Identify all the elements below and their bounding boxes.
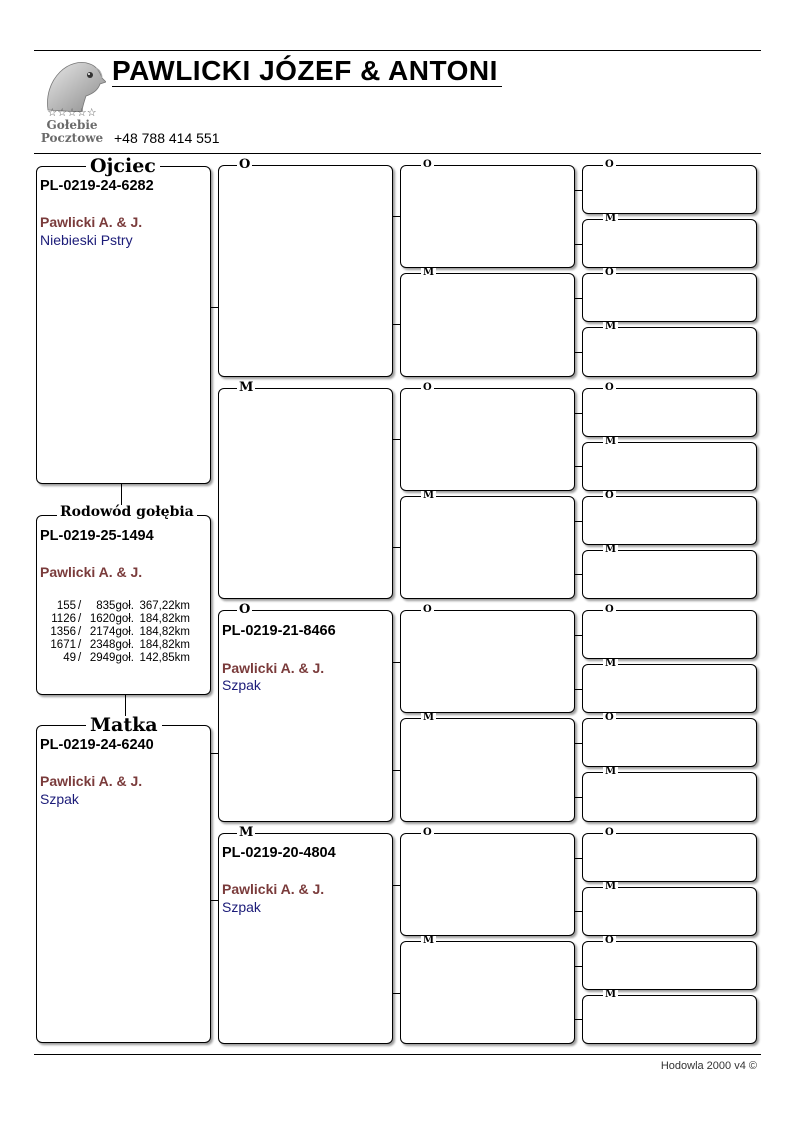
father-color: Niebieski Pstry: [40, 232, 133, 248]
result-sep: /: [78, 626, 82, 638]
gen4-label: O: [605, 827, 614, 838]
header-bottom-rule: [34, 153, 761, 154]
result-place: 1671: [50, 639, 76, 651]
gen4-box: [582, 550, 757, 599]
result-distance: 142,85km: [139, 652, 190, 664]
pigeon-head-icon: [40, 56, 106, 112]
pigeon-owner: Pawlicki A. & J.: [40, 564, 143, 580]
gen3-box: [400, 833, 575, 936]
connector: [575, 244, 582, 245]
result-sep: /: [78, 613, 82, 625]
gen4-box: [582, 887, 757, 936]
connector: [575, 911, 582, 912]
pigeon-ring: PL-0219-25-1494: [40, 528, 154, 544]
logo-text-line2: Pocztowe: [40, 131, 104, 145]
gen3-label: O: [423, 604, 432, 615]
breeder-title: PAWLICKI JÓZEF & ANTONI: [112, 55, 498, 86]
mother-mother-color: Szpak: [222, 899, 261, 915]
connector: [393, 547, 400, 548]
result-place: 1356: [50, 626, 76, 638]
mother-father-ring: PL-0219-21-8466: [222, 623, 336, 639]
gen4-box: [582, 496, 757, 545]
footer-rule: [34, 1054, 761, 1055]
gen3-label: O: [423, 159, 432, 170]
gen4-box: [582, 772, 757, 822]
gen3-box: [400, 496, 575, 599]
gen4-box: [582, 327, 757, 377]
gen4-label: O: [605, 267, 614, 278]
connector: [575, 1019, 582, 1020]
gen4-label: O: [605, 604, 614, 615]
gen4-box: [582, 219, 757, 268]
gen3-label: M: [423, 935, 435, 946]
connector: [211, 900, 218, 901]
gen3-label: M: [423, 490, 435, 501]
connector: [393, 662, 400, 663]
gen4-label: O: [605, 159, 614, 170]
gen4-label: M: [605, 436, 617, 447]
connector: [393, 885, 400, 886]
connector: [393, 439, 400, 440]
gen4-label: O: [605, 935, 614, 946]
logo: [36, 56, 108, 146]
result-birds: 835goł.: [96, 600, 134, 612]
mother-father-box: [218, 610, 393, 822]
mother-father-label: O: [239, 602, 251, 617]
connector: [393, 324, 400, 325]
gen3-label: O: [423, 382, 432, 393]
mother-mother-owner: Pawlicki A. & J.: [222, 881, 325, 897]
connector: [575, 966, 582, 967]
gen3-label: M: [423, 267, 435, 278]
result-birds: 1620goł.: [89, 613, 134, 625]
father-owner: Pawlicki A. & J.: [40, 214, 143, 230]
gen3-box: [400, 718, 575, 822]
gen4-label: M: [605, 989, 617, 1000]
mother-mother-box: [218, 833, 393, 1044]
gen4-box: [582, 718, 757, 767]
result-sep: /: [78, 652, 82, 664]
mother-color: Szpak: [40, 791, 79, 807]
father-father-label: O: [239, 157, 251, 172]
gen3-box: [400, 165, 575, 268]
gen3-box: [400, 610, 575, 713]
connector: [575, 352, 582, 353]
father-mother-label: M: [239, 380, 254, 395]
connector: [575, 298, 582, 299]
gen3-label: M: [423, 712, 435, 723]
connector: [575, 689, 582, 690]
result-place: 1126: [51, 613, 76, 625]
father-mother-box: [218, 388, 393, 599]
result-distance: 184,82km: [139, 613, 190, 625]
mother-father-owner: Pawlicki A. & J.: [222, 660, 325, 676]
result-birds: 2174goł.: [89, 626, 134, 638]
gen3-box: [400, 388, 575, 491]
connector: [211, 753, 218, 754]
connector: [575, 635, 582, 636]
gen4-label: O: [605, 490, 614, 501]
connector: [575, 574, 582, 575]
title-underline: [112, 86, 502, 87]
footer-text: Hodowla 2000 v4 ©: [660, 1060, 757, 1072]
gen4-box: [582, 941, 757, 990]
mother-mother-label: M: [239, 825, 254, 840]
connector: [575, 413, 582, 414]
mother-label: Matka: [86, 716, 162, 735]
gen4-label: M: [605, 766, 617, 777]
gen4-label: O: [605, 712, 614, 723]
gen4-box: [582, 165, 757, 214]
result-sep: /: [78, 600, 82, 612]
connector: [211, 307, 218, 308]
gen4-label: O: [605, 382, 614, 393]
result-distance: 184,82km: [139, 639, 190, 651]
gen3-box: [400, 273, 575, 377]
gen4-label: M: [605, 658, 617, 669]
result-distance: 184,82km: [139, 626, 190, 638]
gen3-box: [400, 941, 575, 1044]
connector: [575, 743, 582, 744]
connector: [575, 521, 582, 522]
gen4-label: M: [605, 544, 617, 555]
result-distance: 367,22km: [139, 600, 190, 612]
gen4-label: M: [605, 321, 617, 332]
mother-father-color: Szpak: [222, 677, 261, 693]
result-birds: 2348goł.: [89, 639, 134, 651]
gen4-box: [582, 273, 757, 322]
gen4-box: [582, 833, 757, 882]
gen4-box: [582, 664, 757, 713]
gen4-box: [582, 610, 757, 659]
gen4-box: [582, 995, 757, 1044]
gen4-label: M: [605, 881, 617, 892]
gen4-label: M: [605, 213, 617, 224]
pigeon-label: Rodowód gołębia: [57, 505, 197, 519]
connector: [393, 993, 400, 994]
father-father-box: [218, 165, 393, 377]
connector: [575, 190, 582, 191]
connector: [575, 797, 582, 798]
connector: [393, 770, 400, 771]
result-birds: 2949goł.: [89, 652, 134, 664]
top-rule: [34, 50, 761, 51]
logo-text-line1: Gołebie: [46, 118, 98, 132]
connector: [393, 216, 400, 217]
mother-owner: Pawlicki A. & J.: [40, 773, 143, 789]
result-place: 155: [56, 600, 76, 612]
father-ring: PL-0219-24-6282: [40, 178, 154, 194]
mother-ring: PL-0219-24-6240: [40, 737, 154, 753]
connector: [575, 466, 582, 467]
result-sep: /: [78, 639, 82, 651]
mother-mother-ring: PL-0219-20-4804: [222, 845, 336, 861]
gen3-label: O: [423, 827, 432, 838]
gen4-box: [582, 442, 757, 491]
logo-stars: ☆☆☆☆☆: [47, 106, 97, 119]
connector: [575, 858, 582, 859]
gen4-box: [582, 388, 757, 437]
result-place: 49: [63, 652, 76, 664]
father-label: Ojciec: [86, 157, 160, 176]
phone-number: +48 788 414 551: [114, 130, 220, 146]
